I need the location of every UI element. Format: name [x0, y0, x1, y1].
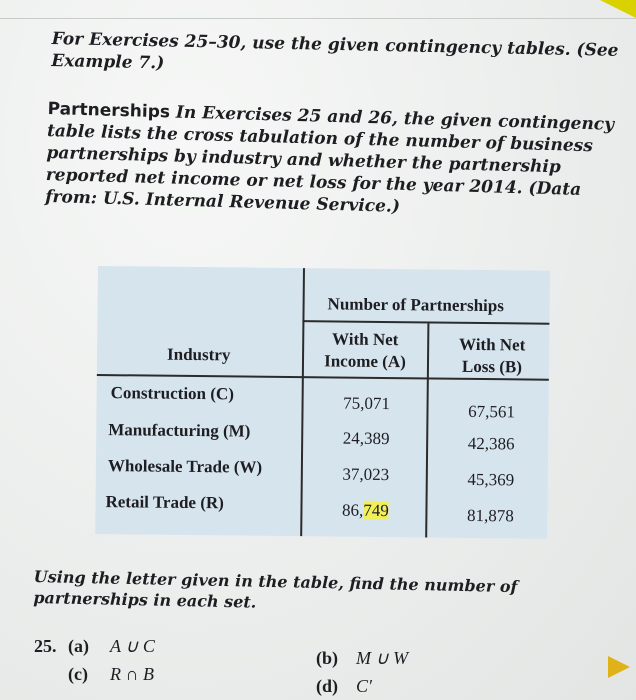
col-income-line1: With Net — [332, 329, 399, 350]
cell-construction-income: 75,071 — [343, 393, 391, 414]
cell-manufacturing-income: 24,389 — [342, 428, 390, 449]
cell-manufacturing-loss: 42,386 — [467, 433, 515, 454]
exercise-number: 25. — [34, 636, 57, 656]
part-b-label: (b) — [316, 648, 338, 668]
paragraph-body: In Exercises 25 and 26, the given contingency table lists the cross tabulation of the number of business partnerships by industry and whether the partnership reported net income or net loss for the year 2014. (Data from: U.S. Internal Revenue Service.) — [44, 102, 615, 217]
cell-wholesale-income: 37,023 — [342, 464, 390, 485]
paragraph-lead: Partnerships — [47, 98, 171, 123]
contingency-table — [95, 266, 550, 539]
row-industry-wholesale: Wholesale Trade (W) — [107, 456, 263, 477]
retail-income-prefix: 86, — [341, 500, 364, 520]
part-a-label: (a) — [68, 636, 89, 656]
part-d-expression: C′ — [356, 676, 372, 696]
nav-arrow-icon[interactable] — [608, 656, 630, 678]
table-group-header: Number of Partnerships — [327, 294, 505, 316]
col-loss-header — [437, 334, 547, 379]
cell-retail-income — [315, 500, 415, 521]
part-b-expression: M ∪ W — [356, 648, 409, 668]
part-d-label: (d) — [316, 676, 338, 696]
row-industry-construction: Construction (C) — [110, 383, 235, 404]
col-income-line2: Income (A) — [324, 351, 406, 372]
top-divider — [0, 18, 636, 19]
cell-wholesale-loss: 45,369 — [467, 469, 515, 490]
col-industry-header: Industry — [166, 344, 231, 365]
col-loss-line1: With Net — [458, 334, 526, 355]
col-income-header — [315, 328, 415, 373]
cell-construction-loss: 67,561 — [468, 401, 515, 422]
part-a-expression: A ∪ C — [110, 636, 155, 656]
corner-badge-icon — [600, 0, 636, 18]
part-c-expression: R ∩ B — [110, 664, 154, 684]
row-industry-manufacturing: Manufacturing (M) — [108, 420, 251, 441]
header-instruction: For Exercises 25–30, use the given contingency tables. (See Example 7.) — [51, 28, 619, 74]
question-instruction: Using the letter given in the table, find the number of partnerships in each set. — [33, 566, 518, 612]
col-loss-line2: Loss (B) — [461, 356, 523, 377]
cell-retail-loss: 81,878 — [466, 505, 514, 526]
row-industry-retail: Retail Trade (R) — [105, 492, 224, 513]
retail-income-highlight: 749 — [363, 500, 389, 521]
part-c-label: (c) — [68, 664, 88, 684]
partnerships-paragraph — [45, 98, 620, 224]
